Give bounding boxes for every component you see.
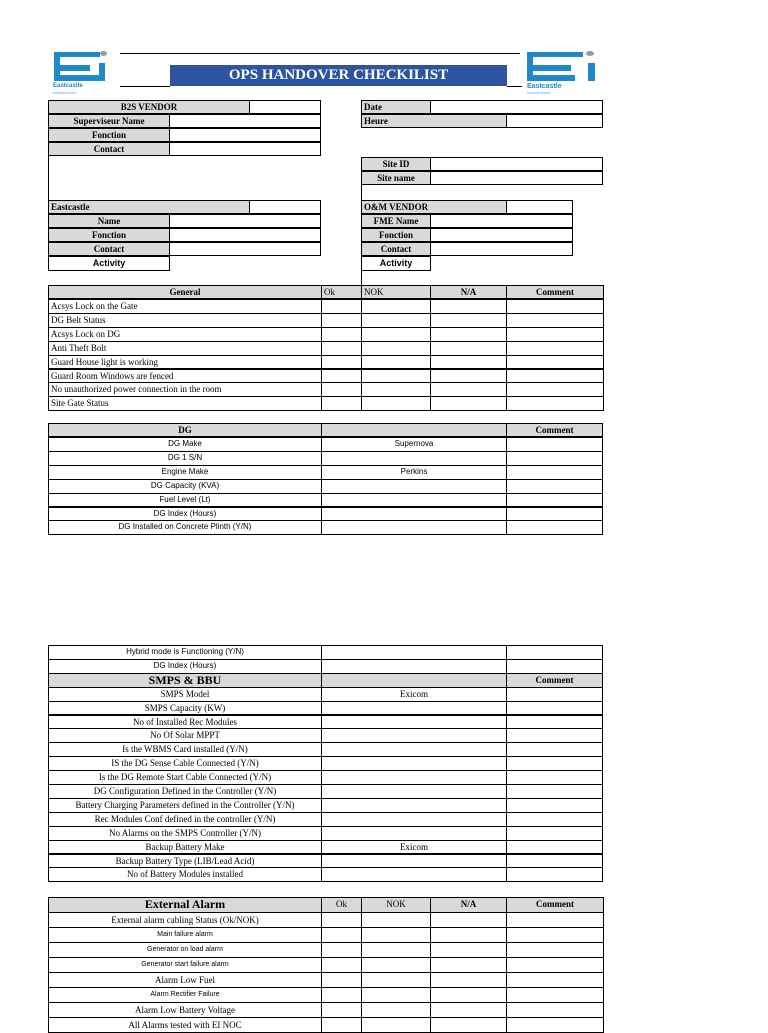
smps-row-value[interactable] [321,854,507,869]
general-col-header: Comment [506,285,604,299]
om-label: Contact [361,242,431,256]
dg-row-value[interactable]: Perkins [321,465,507,480]
general-col-header: NOK [361,285,431,299]
hybrid-row-comment[interactable] [506,645,603,660]
general-row-cell[interactable] [430,382,507,397]
page-title: OPS HANDOVER CHECKILIST [170,65,507,86]
general-row-cell[interactable] [506,369,604,384]
date-label: Date [361,100,431,114]
smps-row-comment[interactable] [506,701,603,716]
general-row-label: Acsys Lock on DG [48,327,322,342]
general-row-cell[interactable] [506,327,604,342]
external-row-label: Alarm Low Battery Voltage [48,1002,322,1018]
om-label: FME Name [361,214,431,228]
b2s-label: Superviseur Name [48,114,170,128]
logo-sub: Infrastructure [53,90,77,95]
external-row-cell[interactable] [430,957,507,973]
general-row-cell[interactable] [361,313,431,328]
smps-row-label: Is the WBMS Card installed (Y/N) [48,742,322,757]
dg-row-label: DG 1 S/N [48,451,322,466]
title-top-line [120,53,520,54]
general-row-cell[interactable] [430,327,507,342]
smps-row-label: Rec Modules Conf defined in the controller (Y/N) [48,812,322,827]
general-col-header: Ok [321,285,362,299]
smps-row-comment[interactable] [506,715,603,730]
dg-row-label: Engine Make [48,465,322,480]
dg-header: DG [48,423,322,437]
dg-row-comment[interactable] [506,451,603,466]
general-row-cell[interactable] [361,382,431,397]
general-row-cell[interactable] [321,299,362,314]
external-row-label: Generator on load alarm [48,942,322,958]
om-left-border [361,157,362,285]
external-row-cell[interactable] [321,1017,362,1033]
site-name-field[interactable] [430,171,603,185]
eastcastle-contact-field[interactable] [169,242,321,256]
smps-row-label: Backup Battery Type (LIB/Lead Acid) [48,854,322,869]
external-row-cell[interactable] [430,987,507,1003]
smps-row-label: No of Installed Rec Modules [48,715,322,730]
smps-header: SMPS & BBU [48,673,322,688]
general-row-cell[interactable] [430,341,507,356]
external-row-cell[interactable] [361,927,431,943]
om-vendor-header: O&M VENDOR [361,200,507,214]
logo-name: Eastcastle [527,83,562,90]
smps-row-label: SMPS Model [48,687,322,702]
external-row-cell[interactable] [430,972,507,988]
dg-row-value[interactable]: Supernova [321,437,507,452]
smps-row-comment[interactable] [506,798,603,813]
smps-row-comment[interactable] [506,770,603,785]
external-row-cell[interactable] [506,1017,604,1033]
external-row-cell[interactable] [361,957,431,973]
external-col-header: NOK [361,897,431,913]
smps-row-label: IS the DG Sense Cable Connected (Y/N) [48,756,322,771]
external-row-cell[interactable] [361,1017,431,1033]
b2s-contact-field[interactable] [169,142,321,156]
external-row-cell[interactable] [361,942,431,958]
external-row-cell[interactable] [321,942,362,958]
general-row-cell[interactable] [361,327,431,342]
external-row-cell[interactable] [430,1017,507,1033]
general-row-cell[interactable] [506,299,604,314]
general-row-cell[interactable] [321,327,362,342]
om-label: Fonction [361,228,431,242]
b2s-label: Fonction [48,128,170,142]
smps-row-comment[interactable] [506,867,603,882]
date-field[interactable] [430,100,603,114]
site-id-label: Site ID [361,157,431,171]
general-row-cell[interactable] [430,396,507,411]
general-row-cell[interactable] [430,313,507,328]
external-row-cell[interactable] [506,987,604,1003]
general-row-cell[interactable] [321,382,362,397]
external-row-cell[interactable] [506,942,604,958]
general-row-cell[interactable] [506,341,604,356]
eastcastle-value[interactable] [249,200,321,214]
eastcastle-label: Fonction [48,228,170,242]
smps-row-comment[interactable] [506,756,603,771]
smps-row-comment[interactable] [506,784,603,799]
external-row-cell[interactable] [506,1002,604,1018]
external-col-header: Comment [506,897,604,913]
logo-name: Eastcastle [53,83,83,89]
smps-row-value[interactable]: Exicom [321,840,507,855]
smps-row-label: No Of Solar MPPT [48,728,322,743]
external-row-label: External alarm cabling Status (Ok/NOK) [48,912,322,928]
eastcastle-name-field[interactable] [169,214,321,228]
dg-row-comment[interactable] [506,465,603,480]
general-row-label: DG Belt Status [48,313,322,328]
general-row-cell[interactable] [361,369,431,384]
external-row-cell[interactable] [430,927,507,943]
smps-row-comment[interactable] [506,742,603,757]
smps-row-value[interactable] [321,756,507,771]
external-row-cell[interactable] [506,927,604,943]
external-row-cell[interactable] [321,987,362,1003]
b2s-superviseur-field[interactable] [169,114,321,128]
dg-comment-header: Comment [506,423,603,437]
smps-comment-header: Comment [506,673,603,688]
general-row-cell[interactable] [321,369,362,384]
general-row-cell[interactable] [506,355,604,370]
om-fme-name-field[interactable] [430,214,573,228]
smps-row-label: SMPS Capacity (KW) [48,701,322,716]
external-row-label: Alarm Low Fuel [48,972,322,988]
smps-row-label: No of Battery Modules installed [48,867,322,882]
external-row-cell[interactable] [361,1002,431,1018]
dg-row-comment[interactable] [506,493,603,508]
heure-field[interactable] [506,114,603,128]
general-row-label: Site Gate Status [48,396,322,411]
title-bottom-line-right [507,86,522,87]
external-row-cell[interactable] [361,972,431,988]
dg-row-comment[interactable] [506,479,603,494]
hybrid-row-comment[interactable] [506,659,603,674]
external-row-cell[interactable] [321,927,362,943]
smps-row-label: Backup Battery Make [48,840,322,855]
smps-row-label: Battery Charging Parameters defined in the Controller (Y/N) [48,798,322,813]
external-col-header: External Alarm [48,897,322,913]
general-row-cell[interactable] [430,355,507,370]
smps-value-header [321,673,507,688]
external-row-label: Main failure alarm [48,927,322,943]
external-row-cell[interactable] [430,912,507,928]
general-col-header: N/A [430,285,507,299]
external-col-header: N/A [430,897,507,913]
general-row-label: Guard Room Windows are fenced [48,369,322,384]
dg-row-value[interactable] [321,507,507,522]
om-fonction-field[interactable] [430,228,573,242]
dg-value-header [321,423,507,437]
smps-row-comment[interactable] [506,728,603,743]
eastcastle-fonction-field[interactable] [169,228,321,242]
general-col-header: General [48,285,322,299]
external-row-cell[interactable] [430,942,507,958]
smps-row-comment[interactable] [506,854,603,869]
dg-row-value[interactable] [321,520,507,535]
b2s-fonction-field[interactable] [169,128,321,142]
om-contact-field[interactable] [430,242,573,256]
b2s-label: Contact [48,142,170,156]
smps-row-value[interactable] [321,826,507,841]
eastcastle-label: Name [48,214,170,228]
external-row-cell[interactable] [361,912,431,928]
dg-row-label: DG Index (Hours) [48,507,322,522]
dg-row-label: DG Make [48,437,322,452]
dg-row-comment[interactable] [506,520,603,535]
smps-row-value[interactable]: Exicom [321,687,507,702]
smps-row-label: No Alarms on the SMPS Controller (Y/N) [48,826,322,841]
hybrid-row-value[interactable] [321,645,507,660]
general-row-cell[interactable] [361,341,431,356]
eastcastle-header: Eastcastle [48,200,250,214]
dg-row-label: Fuel Level (Lt) [48,493,322,508]
general-row-label: Guard House light is working [48,355,322,370]
general-row-cell[interactable] [506,313,604,328]
external-row-cell[interactable] [321,1002,362,1018]
eastcastle-logo-left [52,50,122,96]
general-row-label: No unauthorized power connection in the room [48,382,322,397]
om-activity-label: Activity [361,256,431,271]
external-row-label: All Alarms tested with EI NOC [48,1017,322,1033]
dg-row-value[interactable] [321,493,507,508]
smps-row-label: DG Configuration Defined in the Controller (Y/N) [48,784,322,799]
external-row-label: Alarm Rectifier Failure [48,987,322,1003]
external-row-cell[interactable] [321,957,362,973]
external-row-cell[interactable] [506,912,604,928]
dg-row-comment[interactable] [506,437,603,452]
smps-row-comment[interactable] [506,812,603,827]
dg-row-label: DG Installed on Concrete Plinth (Y/N) [48,520,322,535]
hybrid-row-label: Hybrid mode is Functioning (Y/N) [48,645,322,660]
smps-row-value[interactable] [321,798,507,813]
hybrid-row-label: DG Index (Hours) [48,659,322,674]
external-col-header: Ok [321,897,362,913]
b2s-vendor-header: B2S VENDOR [48,100,250,114]
eastcastle-label: Contact [48,242,170,256]
external-row-cell[interactable] [506,972,604,988]
smps-row-value[interactable] [321,742,507,757]
smps-row-comment[interactable] [506,687,603,702]
b2s-vendor-value[interactable] [249,100,321,114]
smps-row-value[interactable] [321,812,507,827]
smps-row-comment[interactable] [506,826,603,841]
eastcastle-logo-right [526,50,602,96]
external-row-cell[interactable] [506,957,604,973]
general-row-cell[interactable] [361,355,431,370]
smps-row-value[interactable] [321,784,507,799]
external-row-cell[interactable] [321,912,362,928]
smps-row-value[interactable] [321,770,507,785]
general-row-cell[interactable] [361,299,431,314]
smps-row-value[interactable] [321,867,507,882]
dg-row-comment[interactable] [506,507,603,522]
smps-row-value[interactable] [321,728,507,743]
external-row-cell[interactable] [321,972,362,988]
external-row-cell[interactable] [430,1002,507,1018]
dg-row-value[interactable] [321,451,507,466]
general-row-cell[interactable] [430,299,507,314]
site-id-field[interactable] [430,157,603,171]
eastcastle-activity-label: Activity [48,256,170,271]
general-row-cell[interactable] [321,313,362,328]
dg-row-value[interactable] [321,479,507,494]
smps-row-value[interactable] [321,701,507,716]
logo-sub: Infrastructure [527,90,551,95]
general-row-cell[interactable] [361,396,431,411]
general-row-label: Acsys Lock on the Gate [48,299,322,314]
external-row-cell[interactable] [361,987,431,1003]
dg-row-label: DG Capacity (KVA) [48,479,322,494]
heure-label: Heure [361,114,507,128]
site-name-label: Site name [361,171,431,185]
general-row-cell[interactable] [321,396,362,411]
external-row-label: Generator start failure alarm [48,957,322,973]
title-bottom-line [120,86,170,87]
smps-row-value[interactable] [321,715,507,730]
hybrid-row-value[interactable] [321,659,507,674]
general-row-cell[interactable] [321,341,362,356]
general-row-cell[interactable] [506,382,604,397]
general-row-cell[interactable] [430,369,507,384]
om-vendor-value[interactable] [506,200,573,214]
general-row-cell[interactable] [506,396,604,411]
b2s-left-border [48,100,49,200]
general-row-label: Anti Theft Bolt [48,341,322,356]
smps-row-comment[interactable] [506,840,603,855]
general-row-cell[interactable] [321,355,362,370]
smps-row-label: Is the DG Remote Start Cable Connected (Y/N) [48,770,322,785]
